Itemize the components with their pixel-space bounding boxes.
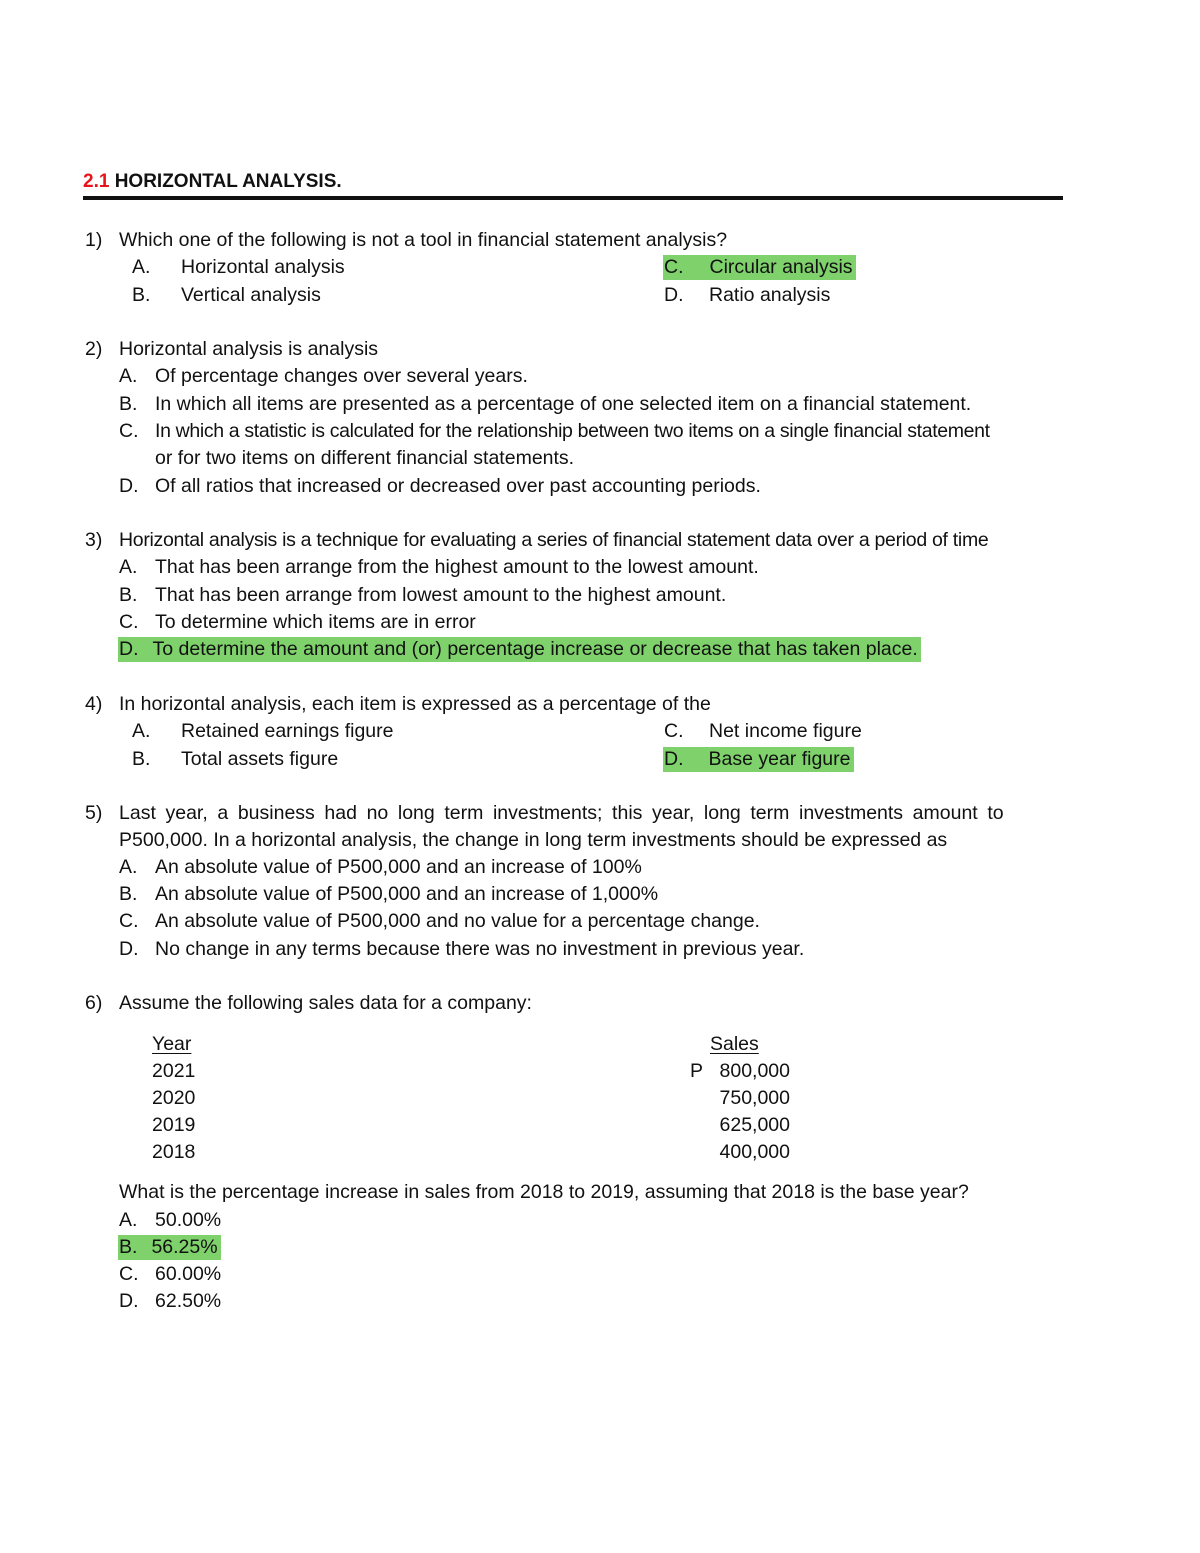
q2-option-a-text: Of percentage changes over several years.: [155, 365, 528, 387]
table-header-year: Year: [152, 1033, 192, 1055]
q2-option-c-text: In which a statistic is calculated for the relationship between two items on a single financial statement: [155, 420, 990, 442]
question-5-stem-cont: P500,000. In a horizontal analysis, the change in long term investments should be expressed as: [119, 829, 948, 851]
q5-option-a-letter: A.: [119, 856, 138, 878]
q5-option-c-text: An absolute value of P500,000 and no value for a percentage change.: [155, 910, 760, 932]
question-1-stem: Which one of the following is not a tool in financial statement analysis?: [119, 229, 728, 251]
question-5-number: 5): [85, 802, 103, 824]
q3-option-a-letter: A.: [119, 556, 138, 578]
q4-option-a-letter: A.: [132, 720, 151, 742]
q6-option-d-text: 62.50%: [155, 1290, 222, 1312]
table-year-cell: 2019: [152, 1114, 196, 1136]
question-3-stem: Horizontal analysis is a technique for evaluating a series of financial statement data over a period of time: [119, 529, 989, 551]
question-6-prompt: What is the percentage increase in sales from 2018 to 2019, assuming that 2018 is the base year?: [119, 1181, 969, 1203]
q4-option-b-letter: B.: [132, 748, 151, 770]
q3-option-b-letter: B.: [119, 584, 138, 606]
table-year-cell: 2021: [152, 1060, 196, 1082]
q5-option-d-letter: D.: [119, 938, 139, 960]
q4-option-d-text: Base year figure: [708, 748, 851, 770]
q2-option-d-text: Of all ratios that increased or decreased over past accounting periods.: [155, 475, 761, 497]
question-6-number: 6): [85, 992, 103, 1014]
question-2-stem: Horizontal analysis is analysis: [119, 338, 379, 360]
question-3-number: 3): [85, 529, 103, 551]
section-number: 2.1: [83, 171, 110, 192]
q2-option-a-letter: A.: [119, 365, 138, 387]
q1-option-d-letter: D.: [664, 284, 684, 306]
question-6-stem: Assume the following sales data for a company:: [119, 992, 532, 1014]
heading-rule: [83, 196, 1063, 200]
table-sales-cell: 625,000: [719, 1114, 790, 1136]
q2-option-b-letter: B.: [119, 393, 138, 415]
q4-option-d-letter: D.: [664, 748, 684, 770]
section-heading: [83, 172, 342, 191]
table-sales-cell: 750,000: [719, 1087, 790, 1109]
currency-symbol: P: [690, 1060, 704, 1082]
question-4-number: 4): [85, 693, 103, 715]
q2-option-c-letter: C.: [119, 420, 139, 442]
q5-option-a-text: An absolute value of P500,000 and an increase of 100%: [155, 856, 642, 878]
q3-option-c-letter: C.: [119, 611, 139, 633]
q4-option-c-text: Net income figure: [709, 720, 862, 742]
q6-option-b-text: 56.25%: [151, 1236, 218, 1258]
question-1-number: 1): [85, 229, 103, 251]
q1-option-c-letter: C.: [664, 256, 684, 278]
q2-option-d-letter: D.: [119, 475, 139, 497]
q3-option-c-text: To determine which items are in error: [155, 611, 476, 633]
table-year-cell: 2018: [152, 1141, 196, 1163]
question-2-number: 2): [85, 338, 103, 360]
q4-option-d-answer: [664, 750, 854, 770]
q4-option-b-text: Total assets figure: [181, 748, 339, 770]
q6-option-d-letter: D.: [119, 1290, 139, 1312]
q5-option-b-text: An absolute value of P500,000 and an increase of 1,000%: [155, 883, 659, 905]
q6-option-c-text: 60.00%: [155, 1263, 222, 1285]
q1-option-c-answer: [664, 258, 856, 278]
q4-option-c-letter: C.: [664, 720, 684, 742]
q2-option-c-text-cont: or for two items on different financial statements.: [155, 447, 575, 469]
q3-option-d-text: To determine the amount and (or) percentage increase or decrease that has taken place.: [152, 638, 918, 660]
q1-option-b-text: Vertical analysis: [181, 284, 321, 306]
q6-option-a-text: 50.00%: [155, 1209, 222, 1231]
section-title: HORIZONTAL ANALYSIS.: [114, 171, 342, 192]
question-4-stem: In horizontal analysis, each item is expressed as a percentage of the: [119, 693, 711, 715]
q1-option-c-text: Circular analysis: [709, 256, 853, 278]
q3-option-d-letter: D.: [119, 638, 139, 660]
q5-option-d-text: No change in any terms because there was no investment in previous year.: [155, 938, 805, 960]
q4-option-a-text: Retained earnings figure: [181, 720, 394, 742]
q2-option-b-text: In which all items are presented as a percentage of one selected item on a financial statement.: [155, 393, 972, 415]
question-5-stem: Last year, a business had no long term investments; this year, long term investments amount to: [119, 802, 1004, 824]
table-sales-cell: 400,000: [719, 1141, 790, 1163]
q1-option-b-letter: B.: [132, 284, 151, 306]
table-year-cell: 2020: [152, 1087, 196, 1109]
q3-option-a-text: That has been arrange from the highest amount to the lowest amount.: [155, 556, 759, 578]
q6-option-b-letter: B.: [119, 1236, 138, 1258]
q6-option-b-answer: [119, 1238, 221, 1258]
q1-option-a-letter: A.: [132, 256, 151, 278]
q1-option-d-text: Ratio analysis: [709, 284, 831, 306]
q6-option-a-letter: A.: [119, 1209, 138, 1231]
q5-option-c-letter: C.: [119, 910, 139, 932]
q1-option-a-text: Horizontal analysis: [181, 256, 345, 278]
q3-option-d-answer: [119, 640, 921, 660]
q3-option-b-text: That has been arrange from lowest amount to the highest amount.: [155, 584, 727, 606]
q5-option-b-letter: B.: [119, 883, 138, 905]
table-sales-cell: 800,000: [719, 1060, 790, 1082]
q6-option-c-letter: C.: [119, 1263, 139, 1285]
table-header-sales: Sales: [710, 1033, 759, 1055]
